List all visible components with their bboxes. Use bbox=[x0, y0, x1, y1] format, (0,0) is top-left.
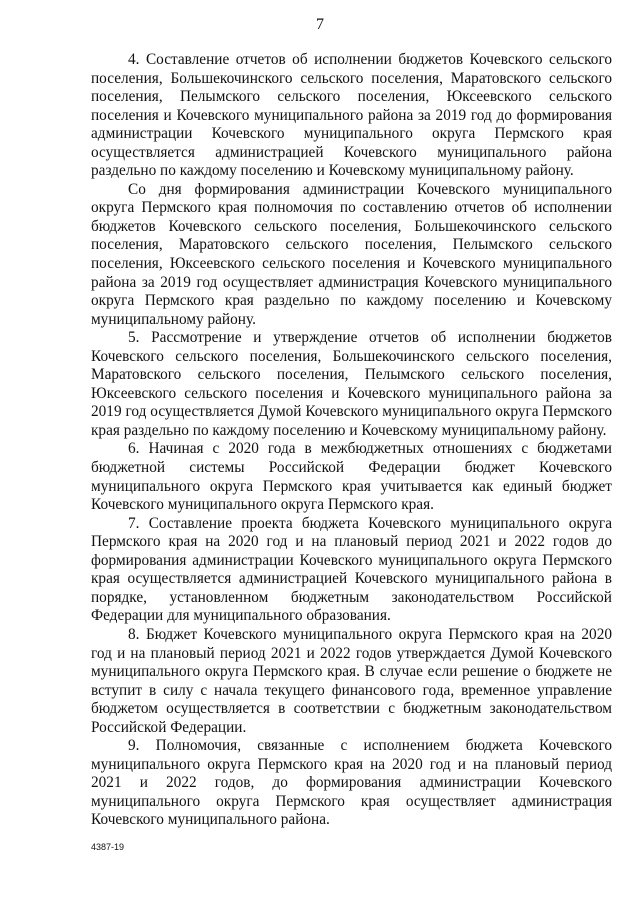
document-body bbox=[91, 51, 612, 830]
paragraph-item-4-continuation: Со дня формирования администрации Кочевского муниципального округа Пермского края полномочия по составлению отчетов об исполнении бюджетов Кочевского сельского поселения, Большекочинского сельского поселения, Маратовского сельского поселения, Пелымского сельского поселения, Юксеевского сельского поселения и Кочевского муниципального района за 2019 год осуществляет администрация Кочевского муниципального округа Пермского края раздельно по каждому поселению и Кочевскому муниципальному району. bbox=[91, 180, 612, 328]
paragraph-item-4: 4. Составление отчетов об исполнении бюджетов Кочевского сельского поселения, Большекочинского сельского поселения, Маратовского сельского поселения, Пелымского сельского поселения, Юксеевского сельского поселения и Кочевского муниципального района за 2019 год до формирования администрации Кочевского муниципального округа Пермского края осуществляется администрацией Кочевского муниципального района раздельно по каждому поселению и Кочевскому муниципальному району. bbox=[91, 51, 612, 180]
document-code: 4387-19 bbox=[91, 842, 125, 852]
page-number: 7 bbox=[316, 16, 324, 33]
paragraph-item-8: 8. Бюджет Кочевского муниципального округа Пермского края на 2020 год и на плановый период 2021 и 2022 годов утверждается Думой Кочевского муниципального округа Пермского края. В случае если решение о бюджете не вступит в силу с начала текущего финансового года, временное управление бюджетом осуществляется в соответствии с бюджетным законодательством Российской Федерации. bbox=[91, 625, 612, 736]
paragraph-item-5: 5. Рассмотрение и утверждение отчетов об исполнении бюджетов Кочевского сельского поселения, Большекочинского сельского поселения, Маратовского сельского поселения, Пелымского сельского поселения, Юксеевского сельского поселения и Кочевского муниципального района за 2019 год осуществляется Думой Кочевского муниципального округа Пермского края раздельно по каждому поселению и Кочевскому муниципальному району. bbox=[91, 329, 612, 439]
paragraph-item-6: 6. Начиная с 2020 года в межбюджетных отношениях с бюджетами бюджетной системы Российской Федерации бюджет Кочевского муниципального округа Пермского края учитывается как единый бюджет Кочевского муниципального округа Пермского края. bbox=[91, 440, 612, 514]
paragraph-item-7: 7. Составление проекта бюджета Кочевского муниципального округа Пермского края на 2020 год и на плановый период 2021 и 2022 годов до формирования администрации Кочевского муниципального округа Пермского края осуществляется администрацией Кочевского муниципального района в порядке, установленном бюджетным законодательством Российской Федерации для муниципального образования. bbox=[91, 514, 612, 625]
paragraph-item-9: 9. Полномочия, связанные с исполнением бюджета Кочевского муниципального округа Пермского края на 2020 год и на плановый период 2021 и 2022 годов, до формирования администрации Кочевского муниципального округа Пермского края осуществляет администрация Кочевского муниципального района. bbox=[91, 737, 612, 829]
